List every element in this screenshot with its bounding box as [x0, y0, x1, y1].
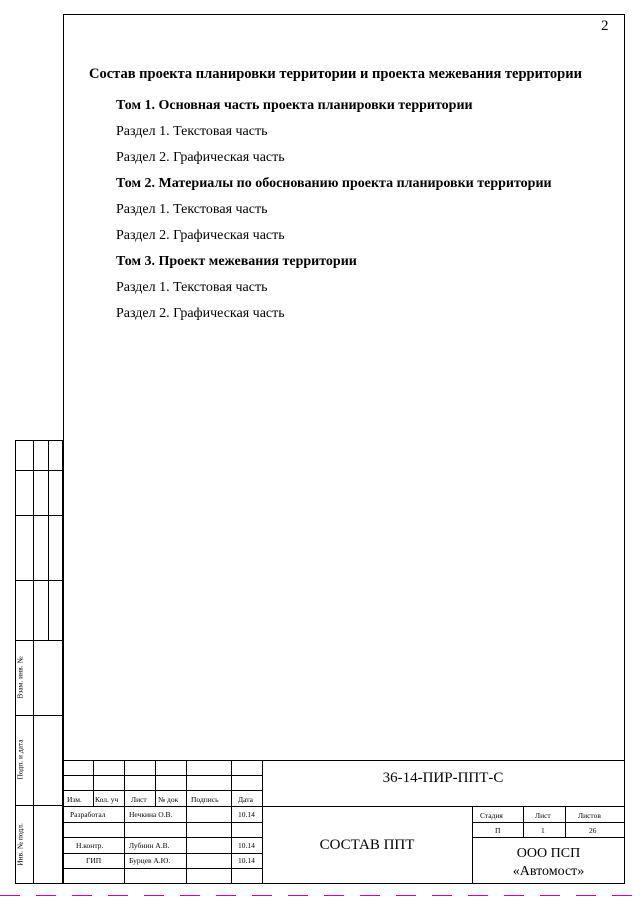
name-gip: Бурцев А.Ю. [129, 856, 171, 865]
header-data: Дата [238, 795, 253, 804]
vzam-inv-label: Взам. инв. № [15, 656, 25, 699]
cut-dash [324, 895, 344, 896]
cut-dash [396, 895, 416, 896]
document-code: 36-14-ПИР-ППТ-С [382, 770, 504, 786]
header-izm: Изм. [67, 795, 82, 804]
cut-dash [144, 895, 164, 896]
toc-volume: Том 2. Материалы по обоснованию проекта планировки территории [116, 176, 552, 191]
name-nkontr: Лубнин А.В. [129, 841, 170, 850]
cut-dash [504, 895, 524, 896]
sheet-header: Лист [535, 811, 551, 820]
header-podpis: Подпись [191, 795, 219, 804]
header-kol-uch: Кол. уч [95, 795, 119, 804]
cut-dash [360, 895, 380, 896]
toc-volume: Том 1. Основная часть проекта планировки территории [116, 98, 473, 113]
cut-dash [108, 895, 128, 896]
stage-header: Стадия [480, 811, 503, 820]
header-n-dok: № док [158, 795, 179, 804]
header-list: Лист [131, 795, 147, 804]
cut-dash [576, 895, 596, 896]
toc-section: Раздел 1. Текстовая часть [116, 124, 268, 139]
date-razrabotal: 10.14 [238, 810, 255, 819]
cut-dash [0, 895, 20, 896]
podp-data-label: Подп. и дата [15, 739, 25, 780]
cut-dash [72, 895, 92, 896]
inv-podl-label: Инв. № подл. [15, 823, 25, 866]
cut-dash [432, 895, 452, 896]
toc-section: Раздел 2. Графическая часть [116, 228, 285, 243]
organization [473, 845, 624, 881]
page-number: 2 [601, 18, 609, 34]
document-name: СОСТАВ ППТ [319, 837, 415, 853]
page-frame [63, 14, 625, 884]
toc-section: Раздел 1. Текстовая часть [116, 202, 268, 217]
cut-dash [468, 895, 488, 896]
stage-value: П [495, 826, 501, 835]
date-nkontr: 10.14 [238, 841, 255, 850]
toc-section: Раздел 2. Графическая часть [116, 150, 285, 165]
sheets-value: 26 [589, 826, 597, 835]
toc-section: Раздел 1. Текстовая часть [116, 280, 268, 295]
document-title: Состав проекта планировки территории и проекта межевания территории [89, 66, 582, 82]
name-razrabotal: Нечкина О.В. [129, 810, 173, 819]
organization-line-1: ООО ПСП [516, 846, 581, 861]
cut-dash [36, 895, 56, 896]
cut-dash [180, 895, 200, 896]
cut-dash [288, 895, 308, 896]
role-gip: ГИП [86, 856, 102, 865]
toc-section: Раздел 2. Графическая часть [116, 306, 285, 321]
cut-dash [252, 895, 272, 896]
cut-dash [612, 895, 632, 896]
cut-dash [540, 895, 560, 896]
date-gip: 10.14 [238, 856, 255, 865]
role-nkontr: Н.контр. [76, 841, 104, 850]
organization-line-2: «Автомост» [512, 864, 585, 879]
cut-dash [216, 895, 236, 896]
role-razrabotal: Разработал [70, 810, 106, 819]
toc-volume: Том 3. Проект межевания территории [116, 254, 357, 269]
sheet-value: 1 [541, 826, 545, 835]
sheets-header: Листов [578, 811, 601, 820]
